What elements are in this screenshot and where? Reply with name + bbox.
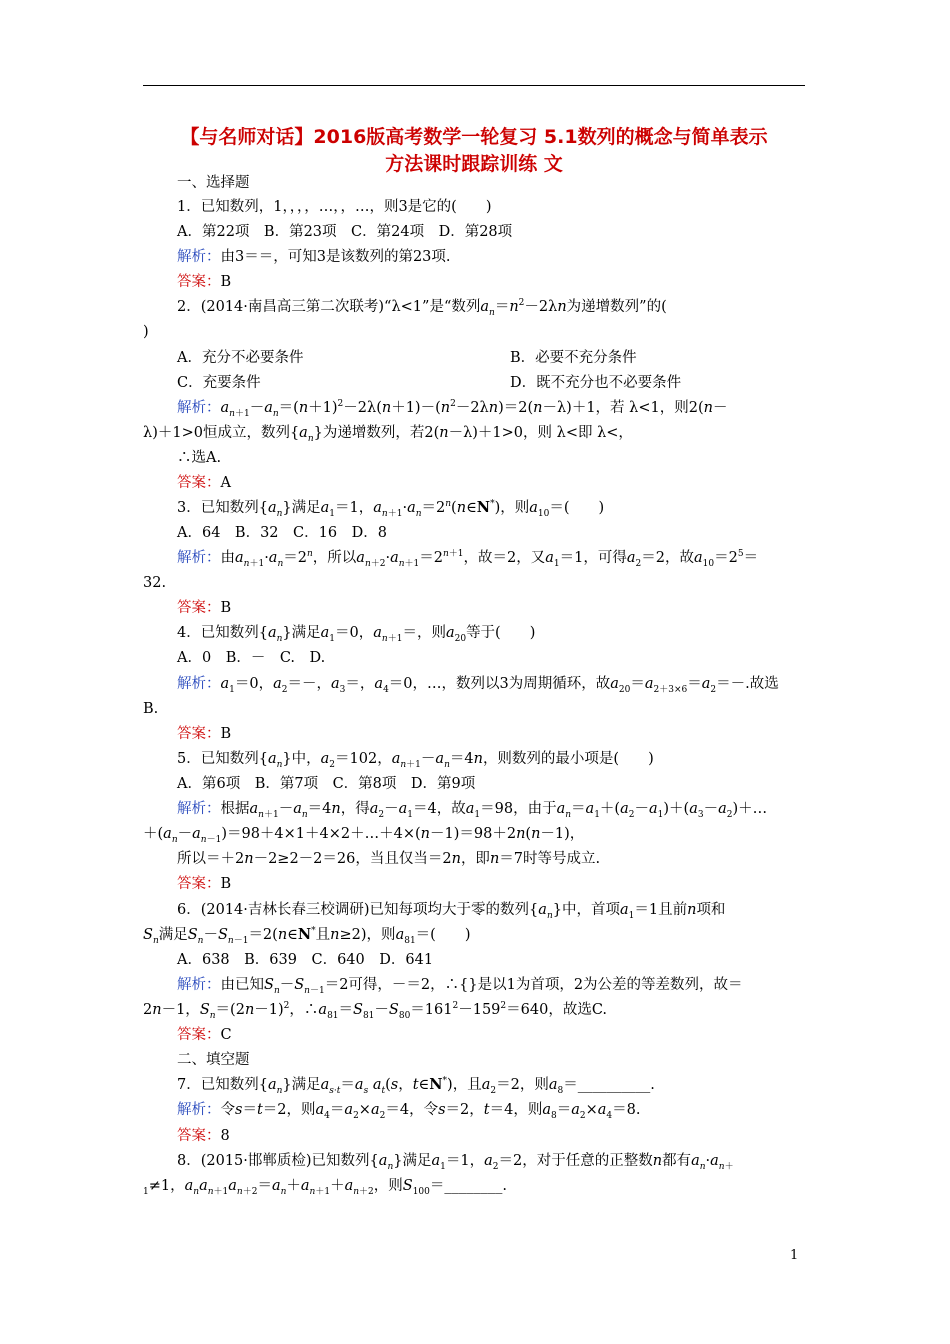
q3-answer: 答案：B: [177, 600, 232, 616]
q2-analysis-line-3: ∴选A.: [177, 450, 222, 466]
q6-stem-line-2: $S_n$满足$S_n-S_{n-1}=2(n\in N^*$且n≥2)，则$a_{81}=$( ): [143, 926, 471, 946]
q2-stem-end: ): [143, 324, 149, 340]
q1-options: A．第22项 B．第23项 C．第24项 D．第28项: [177, 224, 513, 240]
q2-analysis: 解析：$a_{n+1}-a_n=(n+1)^2-2\lambda(n+1)-(n^2-2\lambda n)=2(n-\lambda)+1$，若 λ<1，则2(n－: [177, 399, 728, 419]
q3-options: A．64 B．32 C．16 D．8: [177, 525, 387, 541]
q1-stem: 1．已知数列，1，，，，…，，…，则3是它的( ): [177, 199, 492, 215]
q2-option-d: D．既不充分也不必要条件: [510, 375, 682, 391]
q2-analysis-line-2: λ)＋1>0恒成立，数列$\{a_n\}$为递增数列，若2(n－λ)＋1>0，则 λ<即 λ<，: [143, 425, 633, 444]
q5-analysis: 解析：根据$a_{n+1}-a_n=4n$，得$a_2-a_1=4$，故$a_1=98$，由于$a_n=a_1+(a_2-a_1)+(a_3-a_2)+\dots$: [177, 801, 768, 820]
q7-stem: 7．已知数列$\{a_n\}$满足$a_{s\cdot t}=a_s$ $a_t(s$，t∈N*)，且$a_2=2$，则$a_8=\_\_\_\_\_\_\_\_\_\_$.: [177, 1076, 655, 1096]
document-title: [140, 124, 808, 178]
q4-analysis-line-2: B.: [143, 701, 159, 717]
q1-answer: 答案：B: [177, 274, 232, 290]
q3-stem: 3．已知数列$\{a_n\}$满足$a_1=1$，$a_{n+1}\cdot a_n=2^n(n\in N^*)$，则$a_{10}=$( ): [177, 499, 605, 519]
q5-stem: 5．已知数列$\{a_n\}$中，$a_2=102$，$a_{n+1}-a_n=4n$，则数列的最小项是( ): [177, 751, 654, 770]
q4-answer: 答案：B: [177, 726, 232, 742]
q1-analysis: 解析：由3＝＝，可知3是该数列的第23项.: [177, 249, 451, 265]
q5-analysis-line-3: 所以＝＋2n－2≥2－2＝26，当且仅当＝2n，即n＝7时等号成立.: [177, 851, 601, 867]
title-line-2: 方法课时跟踪训练 文: [385, 153, 563, 175]
q7-answer: 答案：8: [177, 1128, 230, 1144]
section-fill-heading: 二、填空题: [177, 1052, 250, 1068]
analysis-label: 解析：: [177, 249, 221, 265]
q2-answer: 答案：A: [177, 475, 231, 491]
title-line-1: 【与名师对话】2016版高考数学一轮复习 5.1数列的概念与简单表示: [180, 126, 768, 148]
q6-options: A．638 B．639 C．640 D．641: [177, 952, 434, 968]
q2-option-c: C．充要条件: [177, 375, 261, 391]
q2-option-b: B．必要不充分条件: [510, 350, 637, 366]
q5-options: A．第6项 B．第7项 C．第8项 D．第9项: [177, 776, 476, 792]
q5-answer: 答案：B: [177, 876, 232, 892]
section-choice-heading: 一、选择题: [177, 175, 250, 191]
q7-analysis: 解析：令s＝t＝2，则$a_4=a_2\times a_2=4$，令s＝2，t＝4，则$a_8=a_2\times a_4=8$.: [177, 1102, 641, 1121]
header-rule: [143, 85, 805, 86]
q2-stem: 2．(2014·南昌高三第二次联考)“λ<1”是“数列$a_n=n^2-2\lambda n$为递增数列”的(: [177, 298, 667, 318]
q6-analysis-line-2: 2n－1，$S_n=(2n-1)^2$，$\therefore a_{81}=S_{81}-S_{80}=161^2-159^2=640$，故选C.: [143, 1001, 608, 1021]
q3-analysis-line-2: 32.: [143, 575, 167, 591]
answer-label: 答案：: [177, 274, 221, 290]
page-number: 1: [790, 1248, 799, 1263]
q8-stem-line-2: $_1$≠1，$a_na_{n+1}a_{n+2}=a_n+a_{n+1}+a_{n+2}$，则$S_{100}=\_\_\_\_\_\_\_\_$.: [143, 1178, 507, 1197]
q3-analysis: 解析：由$a_{n+1}\cdot a_n=2^n$，所以$a_{n+2}\cdot a_{n+1}=2^{n+1}$，故＝2，又$a_1=1$，可得$a_2=2$，故$a_{10}=2^5=$: [177, 549, 759, 569]
q6-analysis: 解析：由已知$S_n-S_{n-1}=2$可得，－＝2，∴{}是以1为首项，2为公差的等差数列，故＝: [177, 977, 743, 996]
q8-stem: 8．(2015·邯郸质检)已知数列$\{a_n\}$满足$a_1=1$，$a_2=2$，对于任意的正整数n都有$a_n\cdot a_{n+}$: [177, 1153, 734, 1172]
q4-options: A．0 B．－ C. D.: [177, 650, 326, 666]
q5-analysis-line-2: $+(a_n-a_{n-1})=98+4\times 1+4\times 2+\dots+4\times(n-1)=98+2n(n-1)$，: [143, 826, 585, 845]
q6-answer: 答案：C: [177, 1027, 232, 1043]
q4-analysis: 解析：$a_1=0$，$a_2=-$，$a_3=$，$a_4=0$，…，数列以3为周期循环，故$a_{20}=a_{2+3\times 6}=a_2=-$.故选: [177, 676, 779, 695]
q4-stem: 4．已知数列$\{a_n\}$满足$a_1=0$，$a_{n+1}=$，则$a_{20}$等于( ): [177, 625, 536, 644]
q2-option-a: A．充分不必要条件: [177, 350, 304, 366]
q6-stem: 6．(2014·吉林长春三校调研)已知每项均大于零的数列$\{a_n\}$中，首项$a_1=1$且前n项和: [177, 902, 726, 921]
